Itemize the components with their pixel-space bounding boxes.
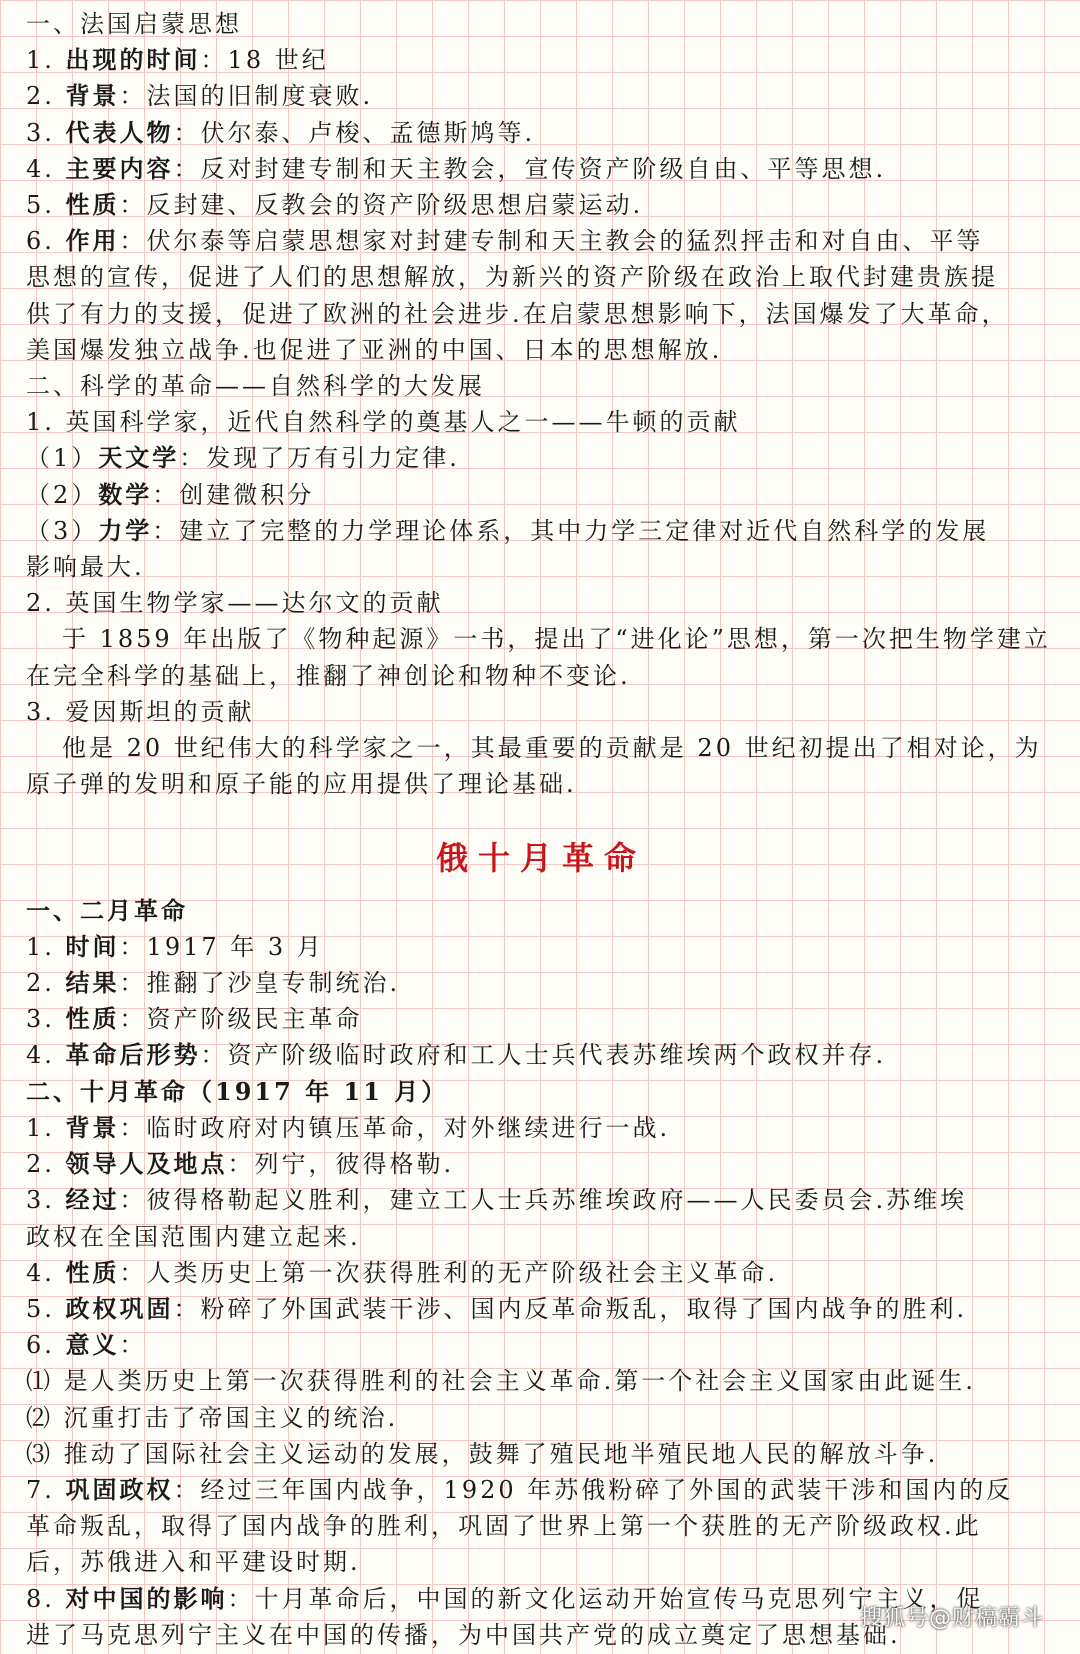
s1-item-6: 6. 作用：伏尔泰等启蒙思想家对封建专制和天主教会的猛烈抨击和对自由、平等 — [26, 226, 984, 256]
darwin-text: 于 1859 年出版了《物种起源》一书，提出了“进化论”思想，第一次把生物学建立 — [62, 625, 1051, 654]
einstein-text: 他是 20 世纪伟大的科学家之一，其最重要的贡献是 20 世纪初提出了相对论，为 — [62, 734, 1042, 763]
s4-item-2: 2. 领导人及地点：列宁，彼得格勒. — [26, 1149, 455, 1179]
newton-heading: 1. 英国科学家，近代自然科学的奠基人之一——牛顿的贡献 — [26, 408, 741, 437]
s4-item-3: 3. 经过：彼得格勒起义胜利，建立工人士兵苏维埃政府——人民委员会.苏维埃 — [26, 1185, 968, 1215]
s3-item-2: 2. 结果：推翻了沙皇专制统治. — [26, 968, 401, 998]
s1-item-4: 4. 主要内容：反对封建专制和天主教会，宣传资产阶级自由、平等思想. — [26, 153, 887, 183]
s1-item-6-cont: 美国爆发独立战争.也促进了亚洲的中国、日本的思想解放. — [26, 335, 723, 364]
meaning-2: ⑵ 沉重打击了帝国主义的统治. — [26, 1403, 399, 1432]
einstein-heading: 3. 爱因斯坦的贡献 — [26, 697, 255, 726]
s3-item-4: 4. 革命后形势：资产阶级临时政府和工人士兵代表苏维埃两个政权并存. — [26, 1040, 887, 1070]
newton-sub-3-cont: 影响最大. — [26, 553, 145, 582]
s3-item-1: 1. 时间：1917 年 3 月 — [26, 931, 324, 961]
s4-item-8-cont: 进了马克思列宁主义在中国的传播，为中国共产党的成立奠定了思想基础. — [26, 1620, 901, 1649]
s4-item-1: 1. 背景：临时政府对内镇压革命，对外继续进行一战. — [26, 1112, 671, 1142]
s1-item-2: 2. 背景：法国的旧制度衰败. — [26, 81, 374, 111]
s4-item-3-cont: 政权在全国范围内建立起来. — [26, 1222, 361, 1251]
einstein-text: 原子弹的发明和原子能的应用提供了理论基础. — [26, 770, 577, 799]
section4-heading: 二、十月革命（1917 年 11 月） — [26, 1076, 449, 1106]
s1-item-5: 5. 性质：反封建、反教会的资产阶级思想启蒙运动. — [26, 190, 644, 220]
s1-item-6-cont: 思想的宣传，促进了人们的思想解放，为新兴的资产阶级在政治上取代封建贵族提 — [26, 263, 998, 292]
s1-item-3: 3. 代表人物：伏尔泰、卢梭、孟德斯鸠等. — [26, 117, 536, 147]
section1-heading: 一、法国启蒙思想 — [26, 10, 242, 38]
newton-sub-2: （2）数学：创建微积分 — [26, 479, 315, 509]
notes-page — [26, 6, 1056, 1653]
s4-item-7: 7. 巩固政权：经过三年国内战争，1920 年苏俄粉碎了外国的武装干涉和国内的反 — [26, 1474, 1014, 1504]
page-title: 俄十月革命 — [435, 839, 646, 878]
meaning-3: ⑶ 推动了国际社会主义运动的发展，鼓舞了殖民地半殖民地人民的解放斗争. — [26, 1439, 939, 1468]
section2-heading: 二、科学的革命——自然科学的大发展 — [26, 372, 485, 401]
s4-item-7-cont: 后，苏俄进入和平建设时期. — [26, 1548, 361, 1577]
s4-item-4: 4. 性质：人类历史上第一次获得胜利的无产阶级社会主义革命. — [26, 1257, 779, 1287]
newton-sub-3: （3）力学：建立了完整的力学理论体系，其中力学三定律对近代自然科学的发展 — [26, 515, 990, 545]
s4-item-8: 8. 对中国的影响：十月革命后，中国的新文化运动开始宣传马克思列宁主义，促 — [26, 1583, 984, 1613]
s4-item-6: 6. 意义： — [26, 1330, 147, 1360]
newton-sub-1: （1）天文学：发现了万有引力定律. — [26, 443, 460, 473]
meaning-1: ⑴ 是人类历史上第一次获得胜利的社会主义革命.第一个社会主义国家由此诞生. — [26, 1367, 976, 1396]
s1-item-6-cont: 供了有力的支援，促进了欧洲的社会进步.在启蒙思想影响下，法国爆发了大革命， — [26, 299, 1009, 328]
watermark: 搜狐号@财稿霸斗 — [859, 1606, 1044, 1631]
section3-heading: 一、二月革命 — [26, 895, 188, 925]
darwin-heading: 2. 英国生物学家——达尔文的贡献 — [26, 589, 444, 618]
s3-item-3: 3. 性质：资产阶级民主革命 — [26, 1004, 363, 1034]
s4-item-7-cont: 革命叛乱，取得了国内战争的胜利，巩固了世界上第一个获胜的无产阶级政权.此 — [26, 1512, 982, 1541]
s4-item-5: 5. 政权巩固：粉碎了外国武装干涉、国内反革命叛乱，取得了国内战争的胜利. — [26, 1293, 968, 1323]
darwin-text: 在完全科学的基础上，推翻了神创论和物种不变论. — [26, 661, 631, 690]
s1-item-1: 1. 出现的时间：18 世纪 — [26, 45, 329, 75]
